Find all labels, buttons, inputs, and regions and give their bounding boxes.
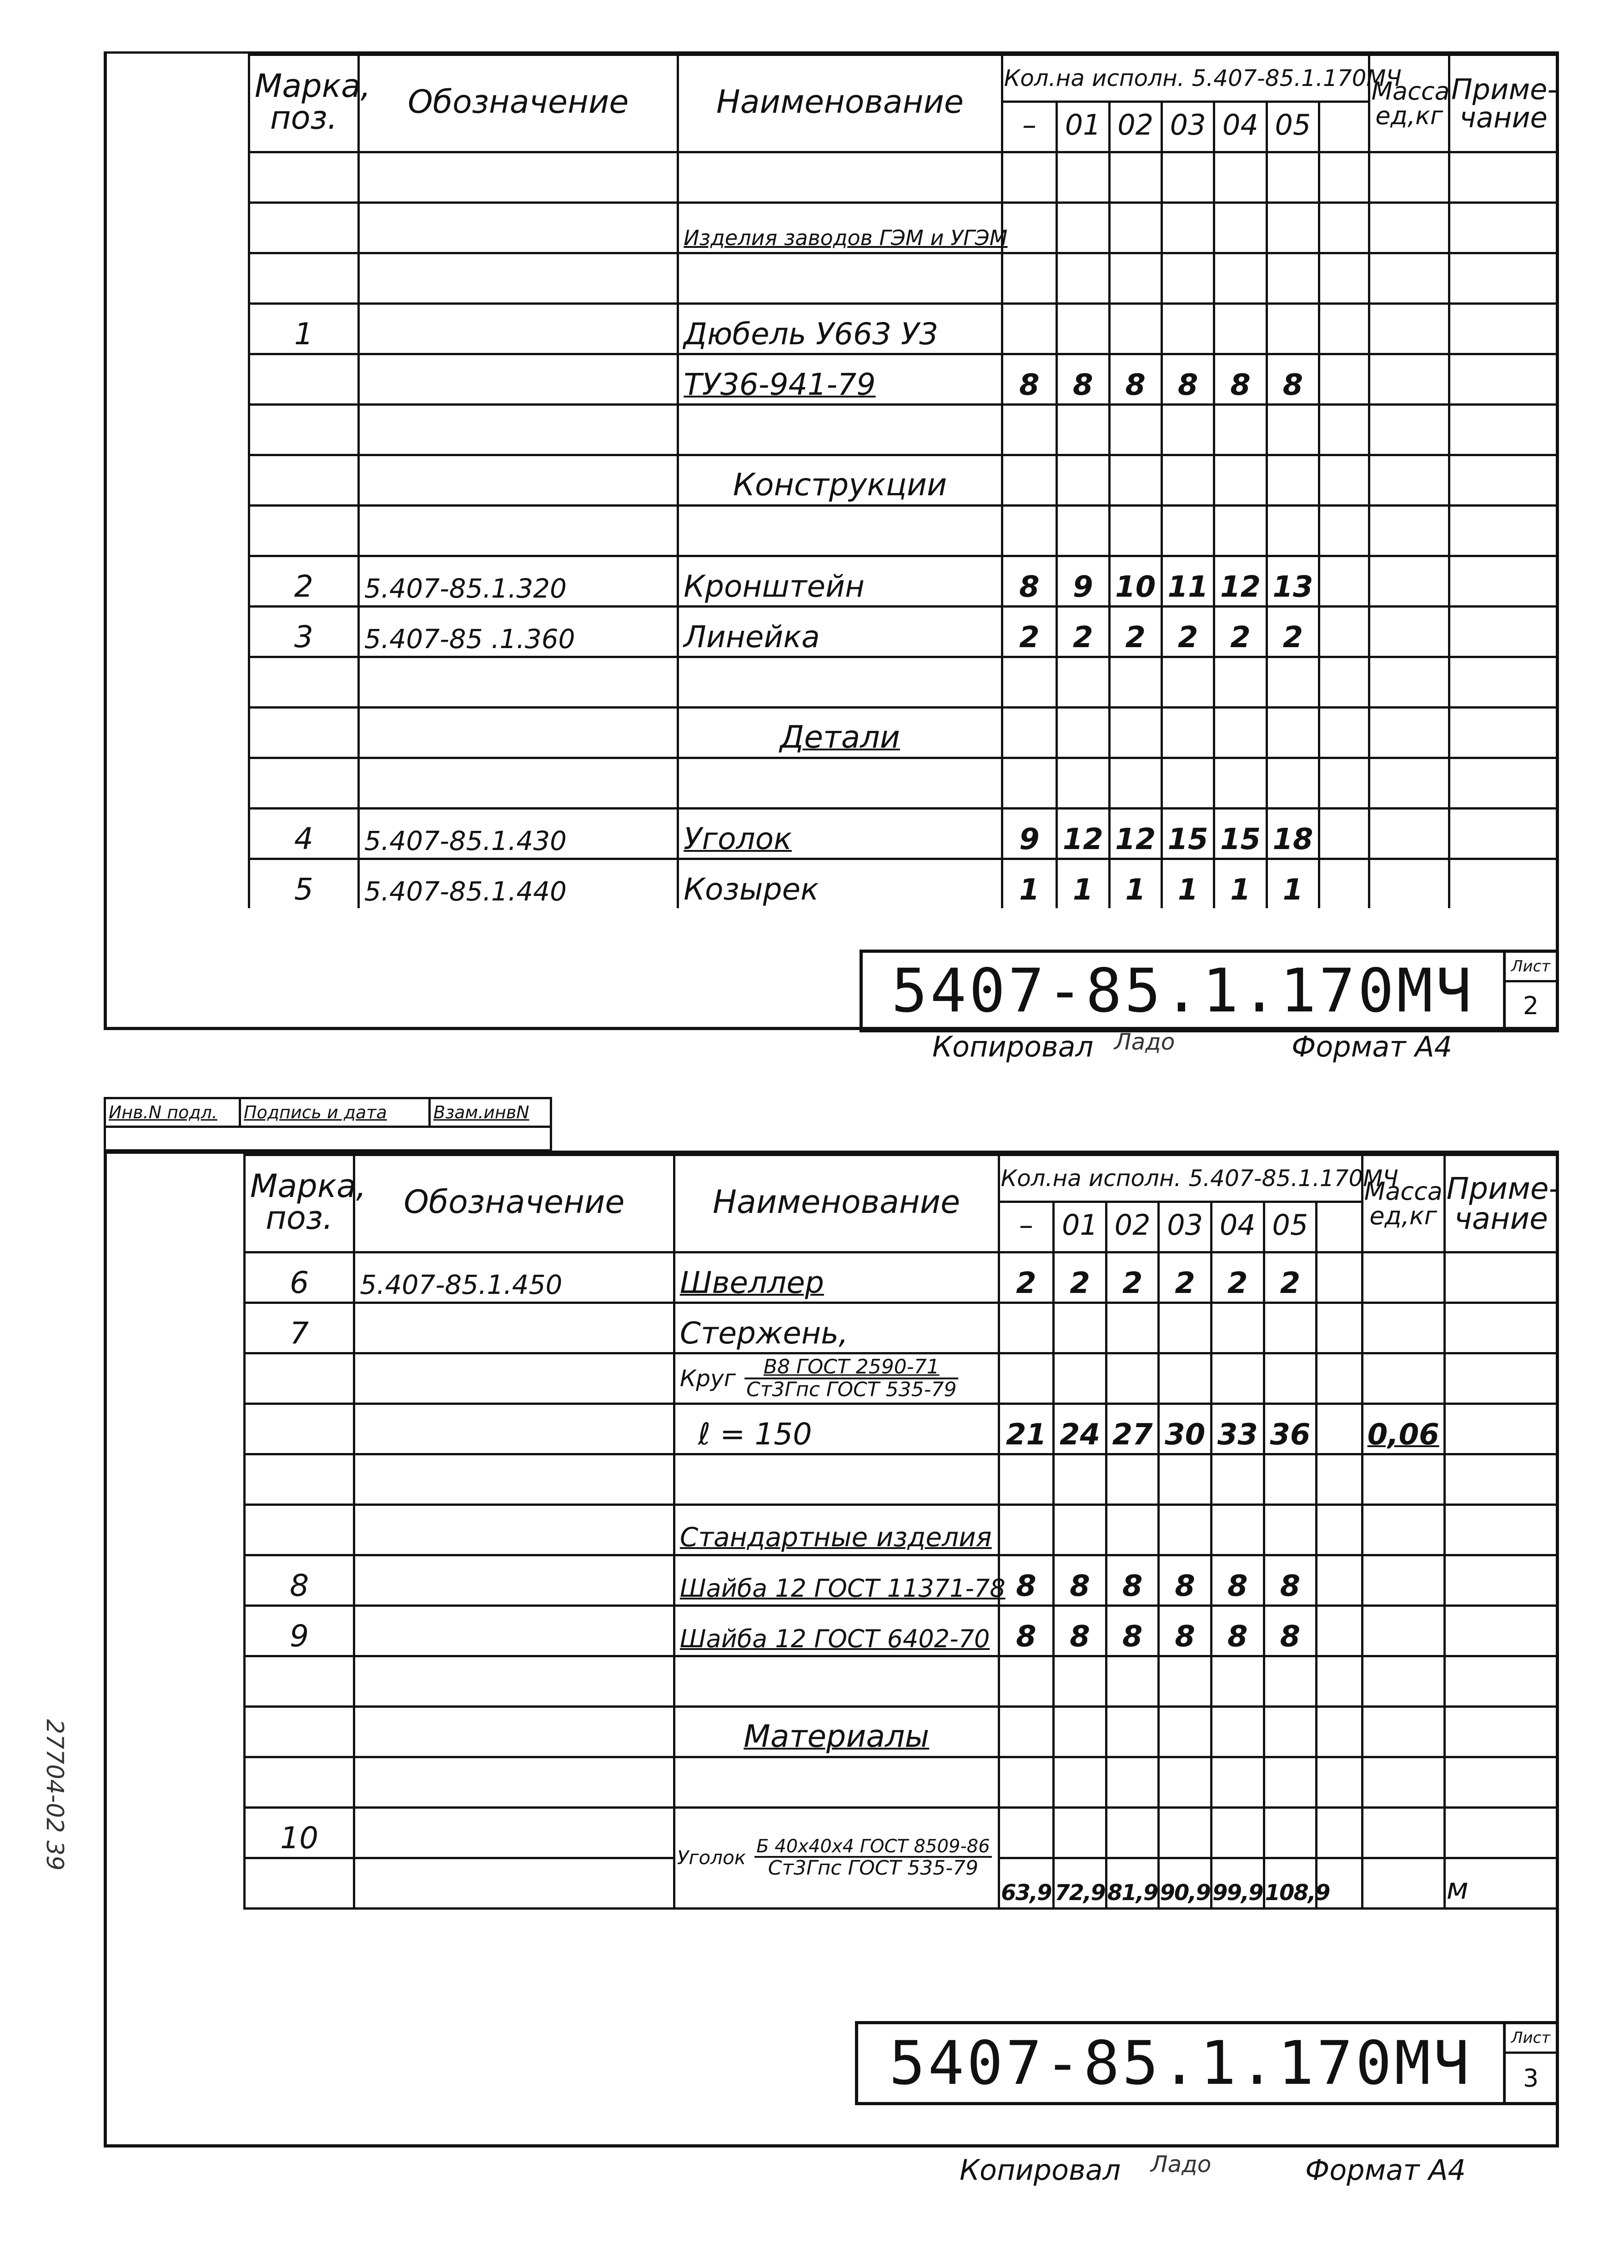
variant-header: – [999, 1202, 1054, 1252]
position: 2 [249, 556, 359, 607]
header-designation: Обозначение [358, 55, 678, 152]
header-mark: Марка, поз. [245, 1155, 354, 1252]
signature: Ладо [1114, 1029, 1175, 1055]
section-heading: Детали [678, 708, 1002, 758]
qty-value: 9 [1002, 809, 1056, 859]
qty-value: 8 [1159, 1606, 1212, 1656]
designation: 5.407-85 .1.360 [358, 607, 678, 657]
unit-note: м [1444, 1858, 1558, 1909]
variant-header-empty [1319, 102, 1369, 152]
qty-value: 90,9 [1159, 1858, 1212, 1909]
qty-value: 2 [1109, 607, 1161, 657]
section-heading: Конструкции [678, 455, 1002, 506]
qty-value: 2 [999, 1252, 1054, 1303]
qty-value: 8 [1159, 1555, 1212, 1606]
variant-header: 01 [1057, 102, 1109, 152]
qty-value: 8 [1106, 1555, 1159, 1606]
header-name: Наименование [678, 55, 1002, 152]
item-name: Стержень, [674, 1303, 999, 1353]
inventory-number-label: Инв.N подл. [106, 1099, 241, 1128]
replace-inventory-label: Взам.инвN [431, 1099, 550, 1128]
qty-value: 2 [1159, 1252, 1212, 1303]
table-row [249, 506, 1558, 556]
sheet-number-label: Лист [1506, 953, 1556, 982]
spec-table-sheet-2 [248, 54, 1559, 908]
material-spec: Уголок $\frac{\text{Б 40х40х4 ГОСТ 8509-86}}{\text{Ст3Гпс ГОСТ 535-79}}$ [674, 1808, 999, 1909]
qty-value: 8 [999, 1555, 1054, 1606]
qty-value: 8 [1211, 1555, 1264, 1606]
qty-value: 8 [1264, 1555, 1317, 1606]
qty-value: 8 [1054, 1555, 1106, 1606]
qty-value: 8 [1002, 556, 1056, 607]
variant-header: 02 [1109, 102, 1161, 152]
qty-value: 99,9 [1211, 1858, 1264, 1909]
table-row [249, 859, 1558, 909]
variant-header: 03 [1159, 1202, 1212, 1252]
header-row [245, 1155, 1558, 1202]
qty-value: 8 [1211, 1606, 1264, 1656]
header-designation: Обозначение [354, 1155, 674, 1252]
qty-value: 8 [1214, 354, 1267, 405]
item-name: Шайба 12 ГОСТ 6402-70 [674, 1606, 999, 1656]
header-note: Приме- чание [1444, 1155, 1558, 1252]
position: 7 [245, 1303, 354, 1353]
inventory-strip [104, 1097, 552, 1152]
signature: Ладо [1151, 2151, 1212, 2177]
qty-value: 2 [1106, 1252, 1159, 1303]
copied-by-label: Копировал [960, 2153, 1121, 2187]
table-row [249, 455, 1558, 506]
table-row [245, 1606, 1558, 1656]
section-heading: Материалы [674, 1707, 999, 1757]
item-name: Уголок [678, 809, 1002, 859]
qty-value: 8 [1161, 354, 1214, 405]
item-name: ТУ36-941-79 [678, 354, 1002, 405]
position: 1 [249, 304, 359, 354]
qty-value: 1 [1057, 859, 1109, 909]
section-heading: Стандартные изделия [674, 1505, 999, 1555]
designation: 5.407-85.1.440 [358, 859, 678, 909]
table-row [245, 1353, 1558, 1404]
qty-value: 1 [1161, 859, 1214, 909]
spec-table-sheet-3 [243, 1154, 1559, 1910]
qty-value: 108,9 [1264, 1858, 1317, 1909]
position: 3 [249, 607, 359, 657]
qty-value: 10 [1109, 556, 1161, 607]
qty-value: 2 [1267, 607, 1319, 657]
qty-value: 24 [1054, 1404, 1106, 1454]
qty-value: 18 [1267, 809, 1319, 859]
item-name: Шайба 12 ГОСТ 11371-78 [674, 1555, 999, 1606]
qty-value: 12 [1109, 809, 1161, 859]
sheet-number-label: Лист [1506, 2024, 1556, 2054]
table-row [249, 203, 1558, 253]
qty-value: 15 [1161, 809, 1214, 859]
table-row [249, 405, 1558, 455]
qty-value: 2 [1264, 1252, 1317, 1303]
qty-value: 72,9 [1054, 1858, 1106, 1909]
table-row [249, 758, 1558, 809]
table-row [249, 253, 1558, 304]
qty-value: 8 [999, 1606, 1054, 1656]
table-row [245, 1656, 1558, 1707]
sheet-page-2 [104, 51, 1559, 1030]
title-block [860, 950, 1559, 1032]
position: 8 [245, 1555, 354, 1606]
variant-header: 02 [1106, 1202, 1159, 1252]
qty-value: 2 [1214, 607, 1267, 657]
mass-value: 0,06 [1362, 1404, 1444, 1454]
variant-header-empty [1317, 1202, 1363, 1252]
variant-header: 05 [1264, 1202, 1317, 1252]
variant-header: 05 [1267, 102, 1319, 152]
document-code: 5407-85.1.170МЧ [863, 953, 1506, 1029]
qty-value: 2 [1054, 1252, 1106, 1303]
variant-header: 01 [1054, 1202, 1106, 1252]
section-heading: Изделия заводов ГЭМ и УГЭМ [678, 203, 1002, 253]
qty-value: 8 [1057, 354, 1109, 405]
header-name: Наименование [674, 1155, 999, 1252]
designation: 5.407-85.1.450 [354, 1252, 674, 1303]
qty-value: 8 [1002, 354, 1056, 405]
header-qty: Кол.на исполн. 5.407-85.1.170МЧ [1002, 55, 1369, 102]
qty-value: 15 [1214, 809, 1267, 859]
item-name: ℓ = 150 [674, 1404, 999, 1454]
margin-archive-note: 27704-02 39 [41, 1719, 68, 1871]
qty-value: 1 [1214, 859, 1267, 909]
format-label: Формат А4 [1292, 1030, 1453, 1063]
position: 4 [249, 809, 359, 859]
material-spec: Круг $\frac{\text{В8 ГОСТ 2590-71}}{\text{Ст3Гпс ГОСТ 535-79}}$ [674, 1353, 999, 1404]
sheet-number: 3 [1523, 2063, 1539, 2092]
header-mark: Марка, поз. [249, 55, 359, 152]
copied-by-label: Копировал [932, 1030, 1094, 1063]
table-row [245, 1505, 1558, 1555]
qty-value: 8 [1054, 1606, 1106, 1656]
qty-value: 1 [1267, 859, 1319, 909]
position: 6 [245, 1252, 354, 1303]
sheet-page-3 [104, 1151, 1559, 2147]
qty-value: 33 [1211, 1404, 1264, 1454]
qty-value: 8 [1264, 1606, 1317, 1656]
position: 9 [245, 1606, 354, 1656]
qty-value: 2 [1211, 1252, 1264, 1303]
document-code: 5407-85.1.170МЧ [858, 2024, 1506, 2102]
table-row [245, 1303, 1558, 1353]
table-row [249, 708, 1558, 758]
qty-value: 9 [1057, 556, 1109, 607]
title-block [855, 2021, 1559, 2105]
table-row [249, 809, 1558, 859]
table-row [249, 304, 1558, 354]
position: 5 [249, 859, 359, 909]
table-row [249, 657, 1558, 708]
sign-date-label: Подпись и дата [241, 1099, 431, 1128]
qty-value: 1 [1002, 859, 1056, 909]
qty-value: 8 [1267, 354, 1319, 405]
table-row [249, 607, 1558, 657]
header-qty: Кол.на исполн. 5.407-85.1.170МЧ [999, 1155, 1362, 1202]
table-row [245, 1252, 1558, 1303]
qty-value: 11 [1161, 556, 1214, 607]
item-name: Кронштейн [678, 556, 1002, 607]
qty-value: 27 [1106, 1404, 1159, 1454]
table-row [249, 354, 1558, 405]
qty-value: 12 [1214, 556, 1267, 607]
item-name: Линейка [678, 607, 1002, 657]
variant-header: 04 [1211, 1202, 1264, 1252]
qty-value: 36 [1264, 1404, 1317, 1454]
qty-value: 8 [1109, 354, 1161, 405]
table-row [245, 1707, 1558, 1757]
qty-value: 21 [999, 1404, 1054, 1454]
qty-value: 2 [1057, 607, 1109, 657]
position: 10 [245, 1808, 354, 1858]
sheet-number-cell [1506, 953, 1556, 1029]
variant-header: 04 [1214, 102, 1267, 152]
header-note: Приме- чание [1449, 55, 1558, 152]
header-row [249, 55, 1558, 102]
qty-value: 8 [1106, 1606, 1159, 1656]
designation: 5.407-85.1.320 [358, 556, 678, 607]
qty-value: 30 [1159, 1404, 1212, 1454]
table-row [245, 1555, 1558, 1606]
item-name: Швеллер [674, 1252, 999, 1303]
qty-value: 2 [1161, 607, 1214, 657]
qty-value: 12 [1057, 809, 1109, 859]
table-row [245, 1404, 1558, 1454]
qty-value: 2 [1002, 607, 1056, 657]
table-row [245, 1808, 1558, 1858]
designation: 5.407-85.1.430 [358, 809, 678, 859]
item-name: Дюбель У663 У3 [678, 304, 1002, 354]
qty-value: 81,9 [1106, 1858, 1159, 1909]
header-mass: Масса ед,кг [1369, 55, 1449, 152]
table-row [249, 152, 1558, 203]
format-label: Формат А4 [1305, 2153, 1466, 2187]
item-name: Козырек [678, 859, 1002, 909]
header-mass: Масса ед,кг [1362, 1155, 1444, 1252]
qty-value: 13 [1267, 556, 1319, 607]
sheet-number-cell [1506, 2024, 1556, 2102]
table-row [245, 1454, 1558, 1505]
sheet-number: 2 [1523, 991, 1539, 1020]
table-row [245, 1757, 1558, 1808]
table-row [249, 556, 1558, 607]
variant-header: 03 [1161, 102, 1214, 152]
variant-header: – [1002, 102, 1056, 152]
qty-value: 1 [1109, 859, 1161, 909]
qty-value: 63,9 [999, 1858, 1054, 1909]
